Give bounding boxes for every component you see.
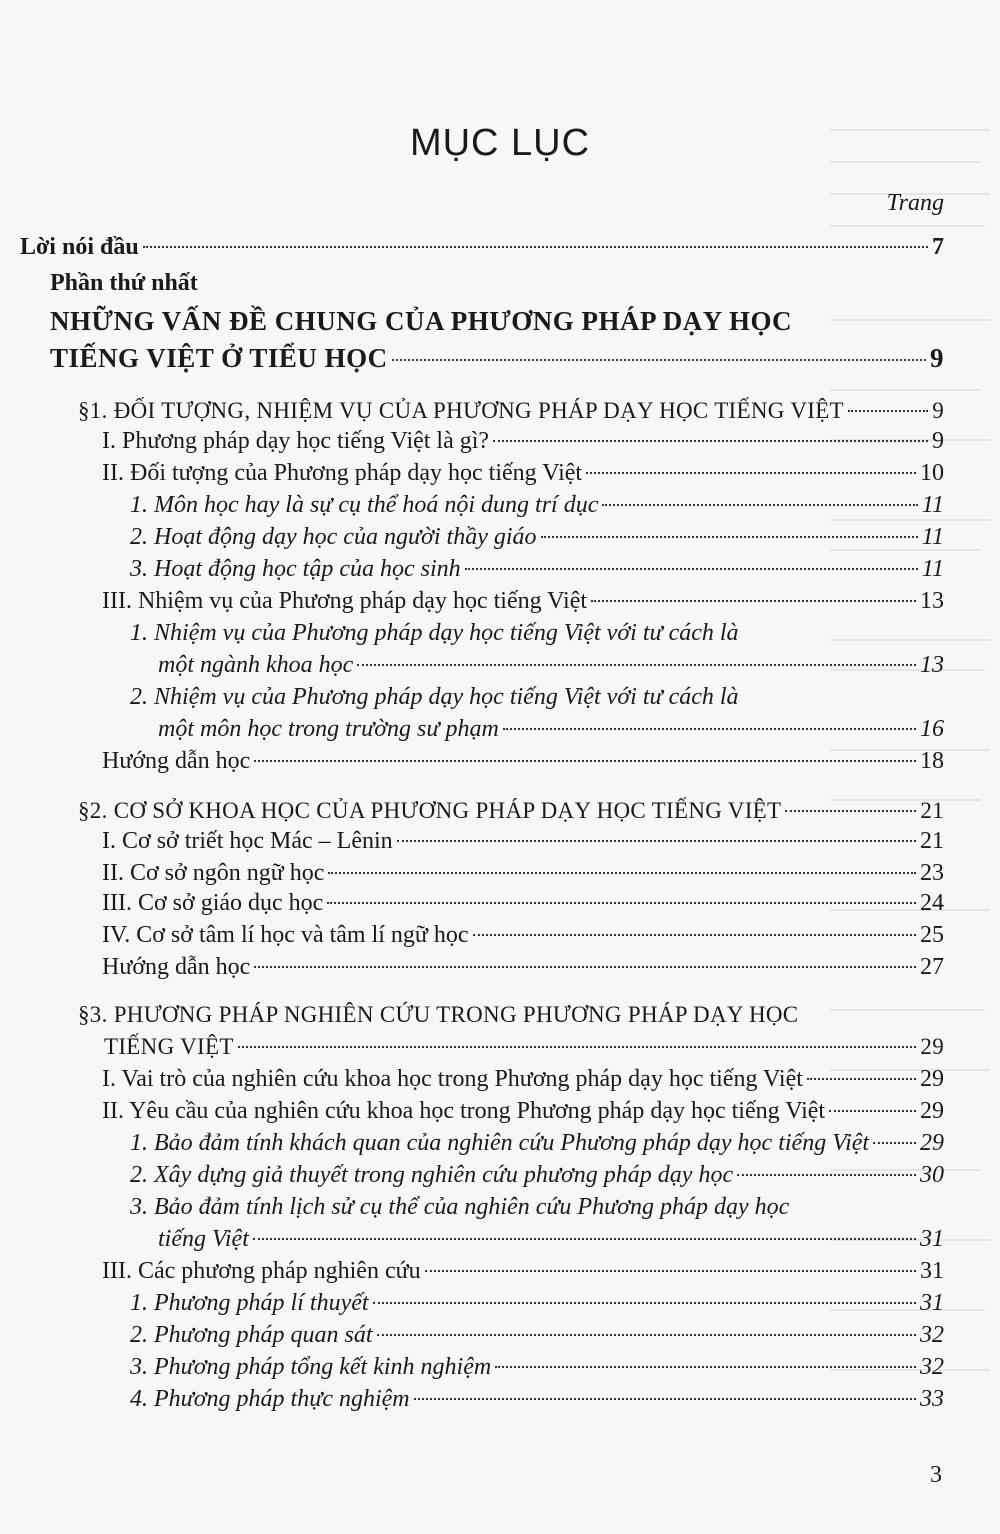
toc-entry-page: 27 — [920, 954, 944, 980]
toc-subentry[interactable] — [130, 1128, 944, 1158]
toc-entry-page: 10 — [920, 460, 944, 486]
toc-subentry[interactable] — [130, 490, 944, 520]
toc-entry-page: 25 — [920, 922, 944, 948]
toc-entry-label: 2. Phương pháp quan sát — [130, 1322, 373, 1348]
toc-entry-label: 3. Hoạt động học tập của học sinh — [130, 556, 461, 582]
part-heading-text: TIẾNG VIỆT Ở TIỂU HỌC — [50, 343, 388, 373]
toc-entry-page: 11 — [921, 492, 944, 518]
toc-entry-page: 23 — [920, 860, 944, 886]
toc-entry-page: 24 — [920, 890, 944, 916]
toc-subentry[interactable] — [158, 714, 944, 744]
toc-subentry[interactable] — [130, 554, 944, 584]
toc-entry-label: 2. Hoạt động dạy học của người thầy giáo — [130, 524, 537, 550]
dot-leader — [473, 934, 916, 936]
dot-leader — [586, 472, 916, 474]
toc-entry-label: 1. Môn học hay là sự cụ thể hoá nội dung trí dục — [130, 492, 599, 518]
dot-leader — [602, 504, 917, 506]
dot-leader — [785, 810, 916, 812]
toc-entry-page: 31 — [920, 1258, 944, 1284]
toc-entry-page: 16 — [920, 716, 944, 742]
toc-entry-label: II. Yêu cầu của nghiên cứu khoa học trong Phương pháp dạy học tiếng Việt — [102, 1098, 826, 1124]
toc-entry-page: 29 — [920, 1130, 944, 1156]
toc-entry-label: III. Cơ sở giáo dục học — [102, 890, 324, 916]
dot-leader — [414, 1398, 916, 1400]
section-title: TIẾNG VIỆT — [104, 1034, 234, 1059]
toc-entry-label: II. Cơ sở ngôn ngữ học — [102, 860, 325, 886]
toc-entry-page: 30 — [920, 1162, 944, 1188]
dot-leader — [425, 1270, 916, 1272]
dot-leader — [737, 1174, 916, 1176]
part-label: Phần thứ nhất — [50, 270, 198, 296]
dot-leader — [238, 1046, 917, 1048]
dot-leader — [807, 1078, 916, 1080]
toc-entry-page: 9 — [932, 428, 944, 454]
toc-entry-page: 13 — [920, 652, 944, 678]
dot-leader — [397, 840, 916, 842]
dot-leader — [495, 1366, 916, 1368]
dot-leader — [493, 440, 928, 442]
toc-entry-label: 3. Phương pháp tổng kết kinh nghiệm — [130, 1354, 492, 1380]
toc-subentry[interactable] — [130, 1384, 944, 1414]
dot-leader — [829, 1110, 916, 1112]
toc-entry-page: 21 — [920, 798, 944, 823]
toc-entry-page: 18 — [920, 748, 944, 774]
toc-subentry-line1: 2. Nhiệm vụ của Phương pháp dạy học tiếng Việt với tư cách là — [130, 684, 739, 710]
toc-entry-page: 33 — [920, 1386, 944, 1412]
toc-subentry-line1: 1. Nhiệm vụ của Phương pháp dạy học tiếng Việt với tư cách là — [130, 620, 739, 646]
toc-entry[interactable] — [102, 746, 944, 776]
toc-entry-label: Hướng dẫn học — [102, 748, 251, 774]
page-title: MỤC LỤC — [409, 122, 591, 164]
toc-entry-page: 31 — [920, 1226, 944, 1252]
dot-leader — [377, 1334, 916, 1336]
toc-subentry[interactable] — [130, 1160, 944, 1190]
toc-entry-label: I. Phương pháp dạy học tiếng Việt là gì? — [102, 428, 490, 454]
toc-entry-page: 11 — [921, 556, 944, 582]
toc-entry-label: I. Vai trò của nghiên cứu khoa học trong Phương pháp dạy học tiếng Việt — [102, 1066, 803, 1092]
toc-entry-page: 29 — [920, 1066, 944, 1092]
toc-entry-page: 32 — [920, 1322, 944, 1348]
toc-entry-page: 29 — [920, 1034, 944, 1059]
toc-subentry[interactable] — [158, 650, 944, 680]
toc-entry-label: 1. Bảo đảm tính khách quan của nghiên cứu Phương pháp dạy học tiếng Việt — [130, 1130, 870, 1156]
dot-leader — [392, 359, 926, 361]
toc-subentry-line1: 3. Bảo đảm tính lịch sử cụ thể của nghiên cứu Phương pháp dạy học — [130, 1194, 790, 1220]
toc-entry[interactable] — [102, 888, 944, 918]
toc-entry-label: III. Các phương pháp nghiên cứu — [102, 1258, 421, 1284]
toc-entry[interactable] — [102, 952, 944, 982]
toc-entry[interactable] — [102, 826, 944, 856]
section-heading-2[interactable] — [78, 796, 944, 826]
dot-leader — [253, 1238, 916, 1240]
toc-entry-page: 9 — [930, 343, 944, 373]
toc-entry-page: 31 — [920, 1290, 944, 1316]
toc-entry-page: 7 — [932, 234, 944, 260]
toc-subentry[interactable] — [130, 522, 944, 552]
toc-entry[interactable] — [102, 426, 944, 456]
toc-entry-label: một ngành khoa học — [158, 652, 354, 678]
dot-leader — [254, 760, 916, 762]
toc-entry-label: II. Đối tượng của Phương pháp dạy học tiếng Việt — [102, 460, 583, 486]
toc-entry[interactable] — [102, 858, 944, 888]
toc-entry[interactable] — [102, 1064, 944, 1094]
toc-entry[interactable] — [102, 458, 944, 488]
dot-leader — [373, 1302, 916, 1304]
dot-leader — [848, 410, 928, 412]
toc-entry-label: 2. Xây dựng giả thuyết trong nghiên cứu phương pháp dạy học — [130, 1162, 734, 1188]
page-number: 3 — [930, 1462, 942, 1488]
dot-leader — [873, 1142, 916, 1144]
dot-leader — [328, 872, 916, 874]
section-heading-1[interactable] — [78, 396, 944, 426]
dot-leader — [591, 600, 916, 602]
section-title: §1. ĐỐI TƯỢNG, NHIỆM VỤ CỦA PHƯƠNG PHÁP DẠY HỌC TIẾNG VIỆT — [78, 398, 844, 423]
dot-leader — [327, 902, 916, 904]
toc-entry[interactable] — [102, 586, 944, 616]
toc-entry[interactable] — [102, 1096, 944, 1126]
toc-entry-label: I. Cơ sở triết học Mác – Lênin — [102, 828, 393, 854]
dot-leader — [357, 664, 916, 666]
toc-entry-label: III. Nhiệm vụ của Phương pháp dạy học tiếng Việt — [102, 588, 588, 614]
toc-entry-label: IV. Cơ sở tâm lí học và tâm lí ngữ học — [102, 922, 469, 948]
dot-leader — [503, 728, 916, 730]
dot-leader — [254, 966, 916, 968]
toc-subentry[interactable] — [130, 1352, 944, 1382]
toc-subentry[interactable] — [130, 1288, 944, 1318]
section-title: §2. CƠ SỞ KHOA HỌC CỦA PHƯƠNG PHÁP DẠY HỌC TIẾNG VIỆT — [78, 798, 782, 823]
section-heading-3[interactable] — [104, 1032, 944, 1062]
toc-entry-page: 9 — [932, 398, 944, 423]
toc-entry-page: 13 — [920, 588, 944, 614]
section-heading-3-line1: §3. PHƯƠNG PHÁP NGHIÊN CỨU TRONG PHƯƠNG PHÁP DẠY HỌC — [78, 1002, 799, 1027]
dot-leader — [541, 536, 918, 538]
dot-leader — [465, 568, 918, 570]
toc-entry-page: 32 — [920, 1354, 944, 1380]
toc-entry-front[interactable] — [20, 232, 944, 262]
toc-subentry[interactable] — [130, 1320, 944, 1350]
toc-entry-label: tiếng Việt — [158, 1226, 249, 1252]
dot-leader — [143, 246, 928, 248]
toc-entry[interactable] — [102, 1256, 944, 1286]
toc-entry-page: 11 — [921, 524, 944, 550]
toc-entry-label: Hướng dẫn học — [102, 954, 251, 980]
toc-entry-page: 21 — [920, 828, 944, 854]
toc-entry-label: 4. Phương pháp thực nghiệm — [130, 1386, 410, 1412]
toc-entry-label: 1. Phương pháp lí thuyết — [130, 1290, 369, 1316]
toc-entry-label: một môn học trong trường sư phạm — [158, 716, 499, 742]
toc-entry[interactable] — [102, 920, 944, 950]
toc-entry-label: Lời nói đầu — [20, 234, 139, 260]
page-column-label: Trang — [886, 190, 944, 216]
toc-entry-page: 29 — [920, 1098, 944, 1124]
toc-subentry[interactable] — [158, 1224, 944, 1254]
part-heading-line2[interactable] — [50, 343, 944, 373]
part-heading-line1: NHỮNG VẤN ĐỀ CHUNG CỦA PHƯƠNG PHÁP DẠY HỌC — [50, 306, 792, 336]
